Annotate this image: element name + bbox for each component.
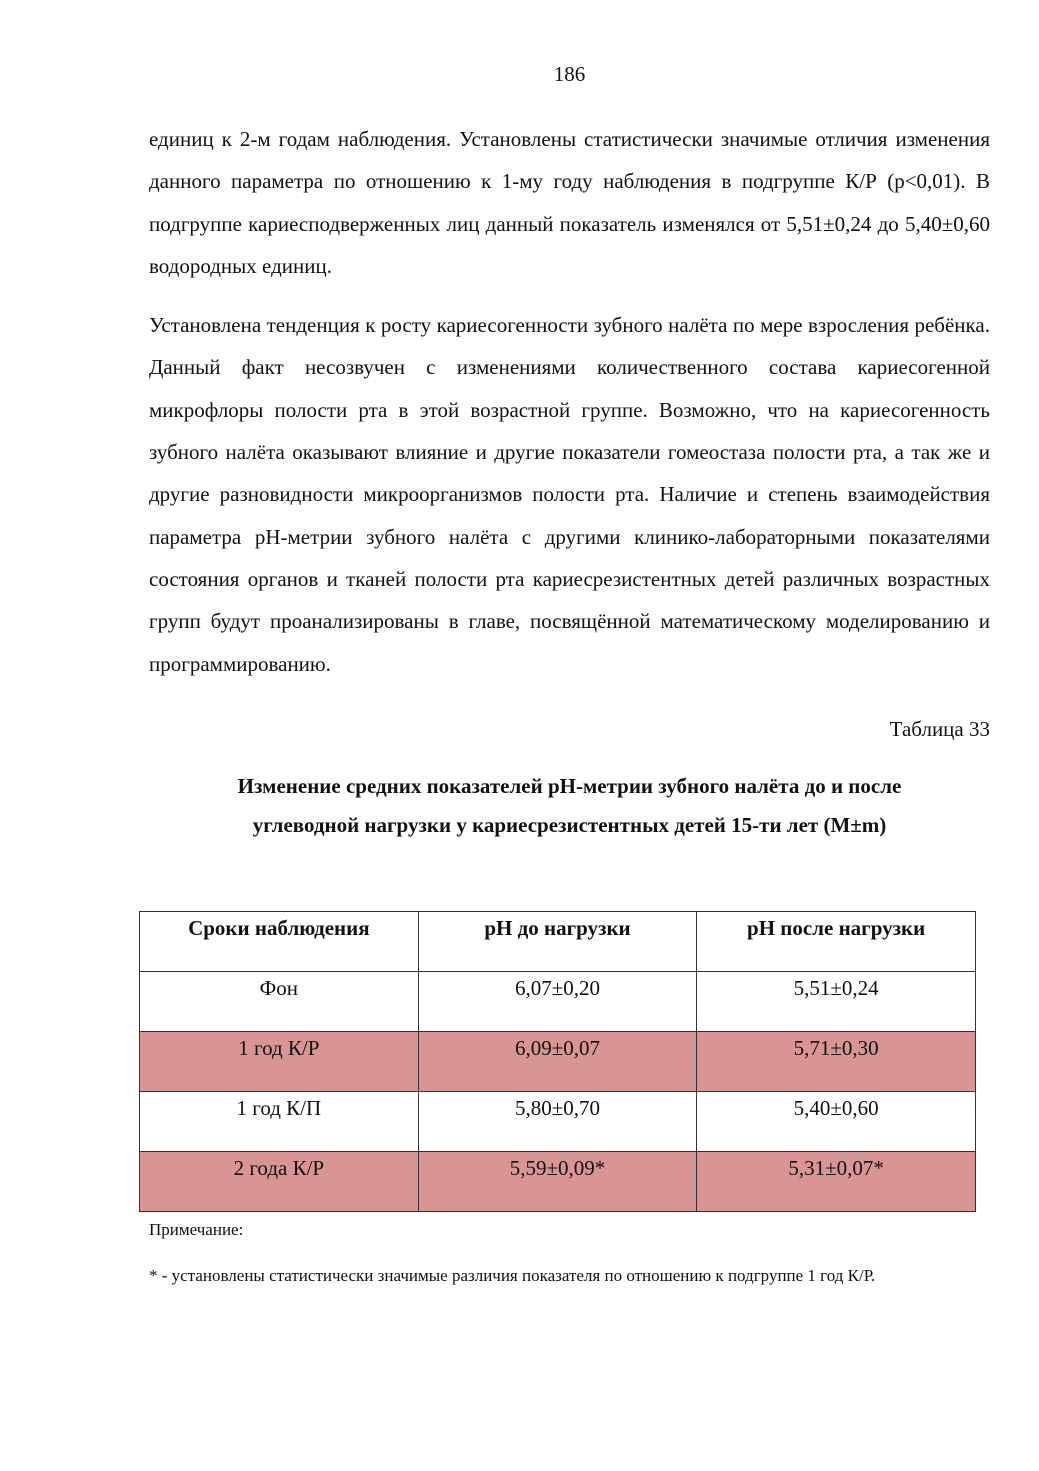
cell-ph-before: 5,59±0,09* xyxy=(418,1152,697,1212)
table-label: Таблица 33 xyxy=(889,716,990,741)
page-number: 186 xyxy=(553,62,586,86)
table-row xyxy=(140,1092,976,1152)
cell-period: 2 года К/Р xyxy=(140,1152,419,1212)
cell-ph-after: 5,40±0,60 xyxy=(697,1092,976,1152)
table-caption-line-1: Изменение средних показателей рН-метрии зубного налёта до и после xyxy=(237,773,902,798)
cell-ph-after: 5,71±0,30 xyxy=(697,1032,976,1092)
note-footnote: * - установлены статистически значимые различия показателя по отношению к подгруппе 1 год К/Р. xyxy=(149,1266,876,1285)
cell-period: 1 год К/П xyxy=(140,1092,419,1152)
cell-period: Фон xyxy=(140,972,419,1032)
table-note xyxy=(149,1216,990,1290)
cell-ph-before: 6,09±0,07 xyxy=(418,1032,697,1092)
cell-ph-before: 5,80±0,70 xyxy=(418,1092,697,1152)
header-period: Сроки наблюдения xyxy=(140,912,419,972)
cell-period: 1 год К/Р xyxy=(140,1032,419,1092)
cell-ph-before: 6,07±0,20 xyxy=(418,972,697,1032)
table-caption-line-2: углеводной нагрузки у кариесрезистентных детей 15-ти лет (M±m) xyxy=(252,812,887,837)
table-caption xyxy=(149,767,990,845)
table-row xyxy=(140,1032,976,1092)
page-body xyxy=(149,118,990,845)
table-header-row xyxy=(140,912,976,972)
header-ph-before: рН до нагрузки xyxy=(418,912,697,972)
note-title: Примечание: xyxy=(149,1220,244,1239)
table-row xyxy=(140,972,976,1032)
ph-table xyxy=(139,911,976,1212)
header-ph-after: рН после нагрузки xyxy=(697,912,976,972)
table-row xyxy=(140,1152,976,1212)
paragraph-1: единиц к 2-м годам наблюдения. Установлены статистически значимые отличия изменения данного параметра по отношению к 1-му году наблюдения в подгруппе К/Р (р<0,01). В подгруппе кариесподверженных лиц данный показатель изменялся от 5,51±0,24 до 5,40±0,60 водородных единиц. xyxy=(149,127,990,278)
cell-ph-after: 5,31±0,07* xyxy=(697,1152,976,1212)
paragraph-2: Установлена тенденция к росту кариесогенности зубного налёта по мере взросления ребёнка. Данный факт несозвучен с изменениями количественного состава кариесогенной микрофлоры полости рта в этой возрастной группе. Возможно, что на кариесогенность зубного налёта оказывают влияние и другие показатели гомеостаза полости рта, а так же и другие разновидности микроорганизмов полости рта. Наличие и степень взаимодействия параметра рН-метрии зубного налёта с другими клинико-лабораторными показателями состояния органов и тканей полости рта кариесрезистентных детей различных возрастных групп будут проанализированы в главе, посвящённой математическому моделированию и программированию. xyxy=(149,313,990,676)
cell-ph-after: 5,51±0,24 xyxy=(697,972,976,1032)
